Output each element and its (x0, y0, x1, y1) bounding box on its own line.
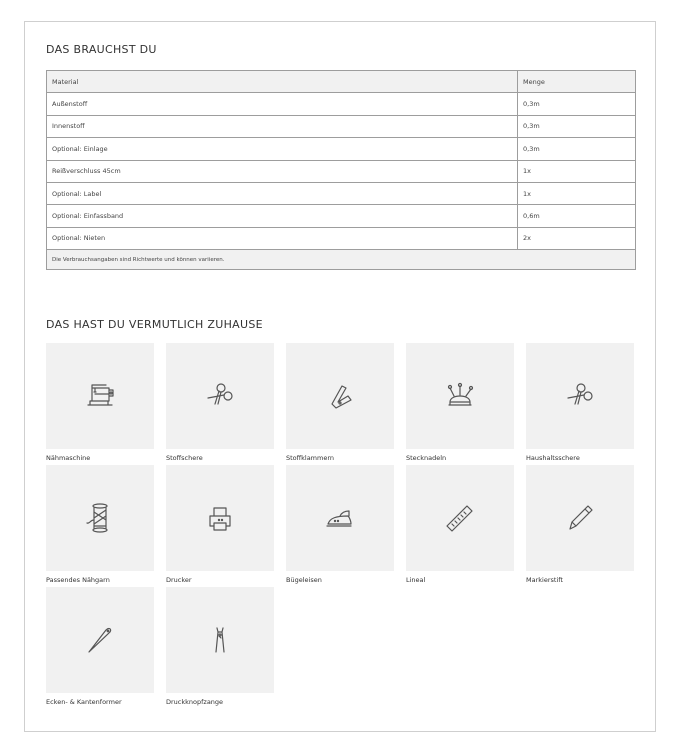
tool-label: Druckknopfzange (166, 698, 224, 706)
content-card (24, 21, 656, 732)
material-cell: Optional: Nieten (47, 227, 518, 249)
amount-cell: 2x (518, 227, 636, 249)
amount-cell: 0,3m (518, 115, 636, 137)
amount-cell: 0,3m (518, 93, 636, 115)
amount-cell: 1x (518, 160, 636, 182)
tool-label: Stoffschere (166, 454, 203, 462)
tool-label: Bügeleisen (286, 576, 322, 584)
tool-item-naehgarn (46, 465, 154, 584)
table-note-row (47, 250, 636, 270)
thread-spool-icon (78, 496, 122, 540)
section-title-tools: DAS HAST DU VERMUTLICH ZUHAUSE (46, 318, 263, 331)
table-row (47, 227, 636, 249)
tool-image (166, 465, 274, 571)
amount-cell: 0,6m (518, 205, 636, 227)
column-header-material: Material (47, 71, 518, 93)
tool-item-stecknadeln (406, 343, 514, 462)
tool-item-buegeleisen (286, 465, 394, 584)
material-cell: Reißverschluss 45cm (47, 160, 518, 182)
iron-icon (318, 496, 362, 540)
clip-icon (318, 374, 362, 418)
table-row (47, 138, 636, 160)
tool-item-sewing-machine (46, 343, 154, 462)
table-row (47, 205, 636, 227)
table-row (47, 182, 636, 204)
column-header-amount: Menge (518, 71, 636, 93)
tool-label: Drucker (166, 576, 192, 584)
tool-item-haushaltsschere (526, 343, 634, 462)
printer-icon (198, 496, 242, 540)
tool-image (286, 465, 394, 571)
tool-image (166, 587, 274, 693)
table-row (47, 115, 636, 137)
materials-table (46, 70, 636, 270)
tool-label: Stecknadeln (406, 454, 447, 462)
pincushion-icon (438, 374, 482, 418)
table-header-row (47, 71, 636, 93)
tool-item-stoffklammern (286, 343, 394, 462)
tool-item-stoffschere (166, 343, 274, 462)
tool-image (46, 343, 154, 449)
ruler-icon (438, 496, 482, 540)
table-row (47, 93, 636, 115)
tool-image (46, 465, 154, 571)
tool-image (406, 465, 514, 571)
tool-label: Ecken- & Kantenformer (46, 698, 122, 706)
scissors-icon (198, 374, 242, 418)
tool-label: Stoffklammern (286, 454, 335, 462)
tool-label: Lineal (406, 576, 426, 584)
sewing-machine-icon (78, 374, 122, 418)
material-cell: Optional: Einlage (47, 138, 518, 160)
tool-image (166, 343, 274, 449)
amount-cell: 0,3m (518, 138, 636, 160)
material-cell: Optional: Label (47, 182, 518, 204)
material-cell: Innenstoff (47, 115, 518, 137)
tool-label: Haushaltsschere (526, 454, 580, 462)
point-turner-icon (78, 618, 122, 662)
table-note: Die Verbrauchsangaben sind Richtwerte und können variieren. (47, 250, 636, 270)
pen-icon (558, 496, 602, 540)
tool-label: Passendes Nähgarn (46, 576, 110, 584)
tool-item-markierstift (526, 465, 634, 584)
tool-item-drucker (166, 465, 274, 584)
tool-label: Markierstift (526, 576, 563, 584)
tool-image (526, 343, 634, 449)
tool-image (46, 587, 154, 693)
tool-label: Nähmaschine (46, 454, 91, 462)
scissors-icon (558, 374, 602, 418)
amount-cell: 1x (518, 182, 636, 204)
section-title-materials: DAS BRAUCHST DU (46, 43, 157, 56)
material-cell: Optional: Einfassband (47, 205, 518, 227)
tool-image (406, 343, 514, 449)
snap-pliers-icon (198, 618, 242, 662)
tool-image (526, 465, 634, 571)
tool-item-kantenformer (46, 587, 154, 706)
table-row (47, 160, 636, 182)
material-cell: Außenstoff (47, 93, 518, 115)
tool-item-druckknopfzange (166, 587, 274, 706)
tool-item-lineal (406, 465, 514, 584)
tool-image (286, 343, 394, 449)
